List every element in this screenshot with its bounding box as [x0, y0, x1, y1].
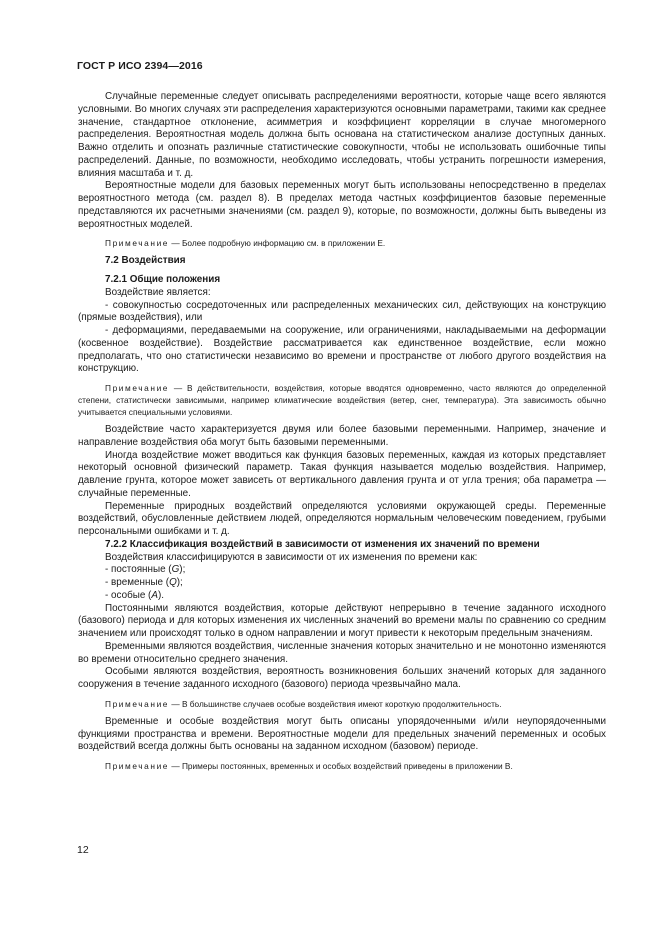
paragraph: Воздействия классифицируются в зависимости от их изменения по времени как: [105, 551, 478, 563]
paragraph: Переменные природных воздействий определяются условиями окружающей среды. Переменные воздействий, обусловленные действием людей, определяются нормальным человеческим поведением, грубыми персональными ошибками и т. д. [78, 500, 606, 537]
document-body [78, 91, 606, 772]
note [78, 698, 606, 710]
paragraph: Случайные переменные следует описывать распределениями вероятности, которые чаще всего являются условными. Во многих случаях эти распределения характеризуются основными параметрами, такими как среднее значение, стандартное отклонение, асимметрия и коэффициент корреляции в случае многомерного распределения. Вероятностная модель должна быть основана на статистическом анализе доступных данных. Важно отделить и опознать различные статистические совокупности, чтобы не использовать ошибочные типы распределений. Данные, по возможности, необходимо исследовать, чтобы устранить погрешности измерения, влияния масштаба и т. д. [78, 91, 606, 179]
note [78, 382, 606, 418]
note-label: Примечание [105, 383, 170, 393]
paragraph: Временными являются воздействия, численные значения которых значительно и не монотонно изменяются во времени относительно среднего значения. [78, 640, 606, 665]
note-label: Примечание [105, 238, 170, 249]
item-text: ); [179, 564, 186, 576]
paragraph: Вероятностные модели для базовых переменных могут быть использованы непосредственно в пределах вероятностного метода (см. раздел 8). В пределах метода частных коэффициентов базовые переменные представляются их расчетными значениями (см. раздел 9), которые, по возможности, должны быть выведены из вероятностных моделей. [78, 180, 606, 230]
paragraph: Постоянными являются воздействия, которые действуют непрерывно в течение заданного исходного (базового) периода и для которых изменения их численных значений во времени малы по сравнению со средним значением или происходят только в одном направлении и могут привести к некоторым предельным значениям. [78, 602, 606, 639]
paragraph: Особыми являются воздействия, вероятность возникновения больших значений которых для заданного сооружения в течение заданного исходного (базового) периода чрезвычайно мала. [78, 666, 606, 690]
subsection-heading: 7.2.1 Общие положения [105, 274, 221, 285]
subsection-heading: 7.2.2 Классификация воздействий в зависимости от изменения их значений по времени [105, 538, 540, 550]
paragraph: Иногда воздействие может вводиться как функция базовых переменных, каждая из которых представляет некоторый основной физический параметр. Такая функция называется моделью воздействия. Например, давление грунта, которое может зависеть от вертикального давления грунта и от угла трения; оба параметра — случайные переменные. [78, 449, 606, 499]
note [78, 237, 606, 249]
section-heading: 7.2 Воздействия [105, 255, 186, 267]
list-item: - совокупностью сосредоточенных или распределенных механических сил, действующих на конструкцию (прямые воздействия), или [78, 299, 606, 324]
classification-item [78, 564, 606, 577]
item-text: ). [157, 589, 164, 601]
note [78, 760, 606, 772]
item-symbol: G [171, 564, 180, 576]
document-header-code: ГОСТ Р ИСО 2394—2016 [77, 60, 203, 72]
page-number: 12 [77, 844, 89, 856]
item-text: - постоянные ( [105, 564, 172, 576]
item-text: - особые ( [105, 589, 152, 601]
note-text: — В действительности, воздействия, которые вводятся одновременно, часто являются до определенной степени, статистически зависимыми, например климатические воздействия (ветер, снег, температура). Эта зависимость обычно учитывается специальными условиями. [78, 383, 606, 417]
note-text: — В большинстве случаев особые воздействия имеют короткую продолжительность. [169, 698, 502, 709]
classification-item [78, 577, 606, 590]
list-item: - деформациями, передаваемыми на сооружение, или ограничениями, накладываемыми на деформации (косвенное воздействие). Воздействие рассматривается как единственное воздействие, если можно предполагать, что оно статистически независимо во времени и пространстве от любого другого воздействия на конструкцию. [78, 325, 606, 375]
item-text: ); [176, 577, 183, 588]
item-text: - временные ( [105, 577, 170, 588]
note-text: — Более подробную информацию см. в приложении Е. [169, 238, 386, 249]
note-label: Примечание [105, 698, 170, 709]
item-symbol: A [151, 589, 158, 601]
paragraph: Воздействие часто характеризуется двумя или более базовыми переменными. Например, значение и направление воздействия оба могут быть базовыми переменными. [78, 424, 606, 448]
paragraph: Воздействие является: [105, 286, 211, 298]
note-text: — Примеры постоянных, временных и особых воздействий приведены в приложении В. [169, 761, 513, 771]
item-symbol: Q [169, 577, 177, 588]
note-label: Примечание [105, 761, 170, 771]
classification-item [78, 590, 606, 603]
paragraph: Временные и особые воздействия могут быть описаны упорядоченными и/или неупорядоченными функциями пространства и времени. Вероятностные модели для предельных значений переменных и особых воздействий всегда должны быть основаны на заданном исходном (базовом) периоде. [78, 715, 606, 753]
